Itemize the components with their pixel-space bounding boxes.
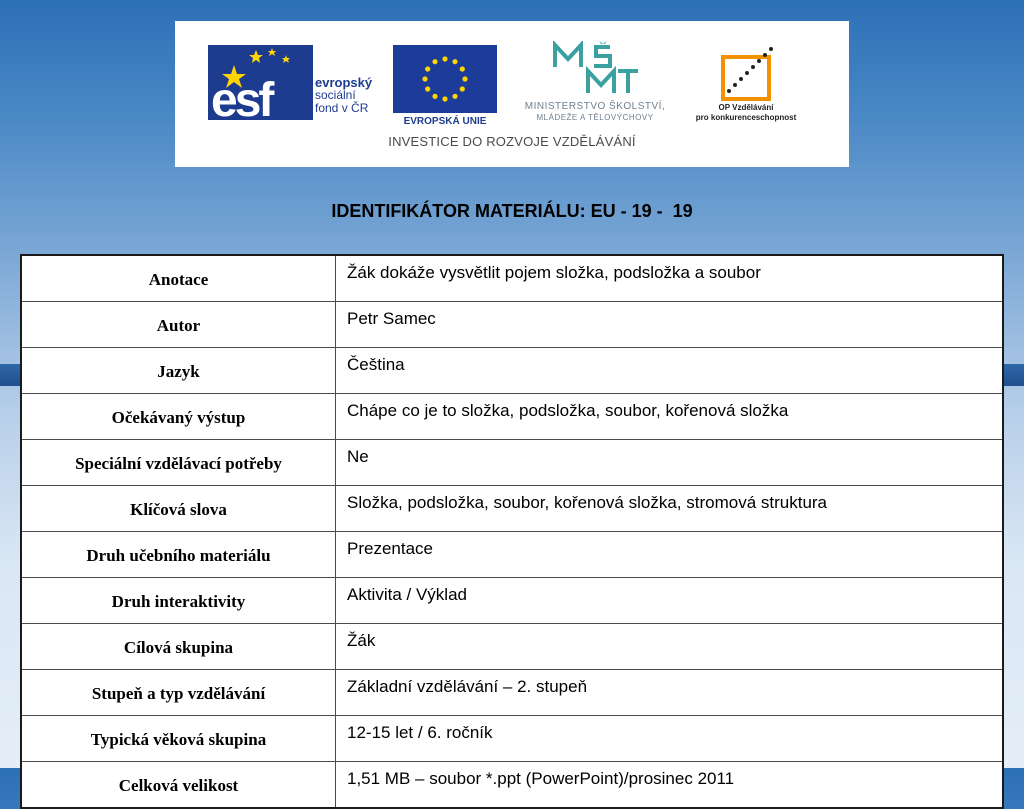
row-value: 1,51 MB – soubor *.ppt (PowerPoint)/prosinec 2011 xyxy=(336,762,1004,809)
row-label: Klíčová slova xyxy=(21,486,336,532)
row-label: Speciální vzdělávací potřeby xyxy=(21,440,336,486)
table-row xyxy=(21,486,1003,532)
banner-tagline: INVESTICE DO ROZVOJE VZDĚLÁVÁNÍ xyxy=(388,134,636,149)
table-row xyxy=(21,762,1003,809)
table-row xyxy=(21,670,1003,716)
row-value: Žák dokáže vysvětlit pojem složka, podsložka a soubor xyxy=(336,255,1004,302)
table-row xyxy=(21,532,1003,578)
row-value: Žák xyxy=(336,624,1004,670)
esf-line-3: fond v ČR xyxy=(315,101,369,115)
row-label: Druh učebního materiálu xyxy=(21,532,336,578)
row-value: Složka, podsložka, soubor, kořenová složka, stromová struktura xyxy=(336,486,1004,532)
op-logo-icon xyxy=(715,43,777,103)
row-value: Aktivita / Výklad xyxy=(336,578,1004,624)
row-value: Ne xyxy=(336,440,1004,486)
esf-line-1: evropský xyxy=(315,75,373,90)
table-row xyxy=(21,716,1003,762)
op-label xyxy=(683,103,809,123)
row-value: 12-15 let / 6. ročník xyxy=(336,716,1004,762)
table-row xyxy=(21,624,1003,670)
row-value: Chápe co je to složka, podsložka, soubor, kořenová složka xyxy=(336,394,1004,440)
material-identifier-title: IDENTIFIKÁTOR MATERIÁLU: EU - 19 - 19 xyxy=(331,201,693,221)
msmt-line-1: MINISTERSTVO ŠKOLSTVÍ, xyxy=(524,101,666,112)
row-label: Autor xyxy=(21,302,336,348)
esf-logo-icon xyxy=(208,45,313,120)
row-label: Anotace xyxy=(21,255,336,302)
row-label: Stupeň a typ vzdělávání xyxy=(21,670,336,716)
row-value: Čeština xyxy=(336,348,1004,394)
funding-logo-banner xyxy=(175,21,849,167)
msmt-label xyxy=(505,101,685,123)
msmt-line-2: MLÁDEŽE A TĚLOVÝCHOVY xyxy=(536,113,654,122)
table-row xyxy=(21,255,1003,302)
msmt-logo-icon xyxy=(550,41,640,99)
eu-label: EVROPSKÁ UNIE xyxy=(403,116,487,127)
table-row xyxy=(21,440,1003,486)
row-label: Typická věková skupina xyxy=(21,716,336,762)
svg-text:esf: esf xyxy=(211,74,272,120)
op-line-2: pro konkurenceschopnost xyxy=(695,113,797,122)
row-label: Druh interaktivity xyxy=(21,578,336,624)
row-value: Prezentace xyxy=(336,532,1004,578)
material-metadata-table xyxy=(20,254,1004,809)
row-label: Jazyk xyxy=(21,348,336,394)
row-label: Cílová skupina xyxy=(21,624,336,670)
table-row xyxy=(21,302,1003,348)
table-row xyxy=(21,578,1003,624)
op-line-1: OP Vzdělávání xyxy=(718,103,774,112)
eu-flag-icon xyxy=(393,45,497,113)
esf-line-2: sociální xyxy=(315,88,356,102)
table-row xyxy=(21,348,1003,394)
table-row xyxy=(21,394,1003,440)
row-value: Základní vzdělávání – 2. stupeň xyxy=(336,670,1004,716)
row-label: Celková velikost xyxy=(21,762,336,809)
row-label: Očekávaný výstup xyxy=(21,394,336,440)
row-value: Petr Samec xyxy=(336,302,1004,348)
esf-logo-text xyxy=(315,76,372,115)
